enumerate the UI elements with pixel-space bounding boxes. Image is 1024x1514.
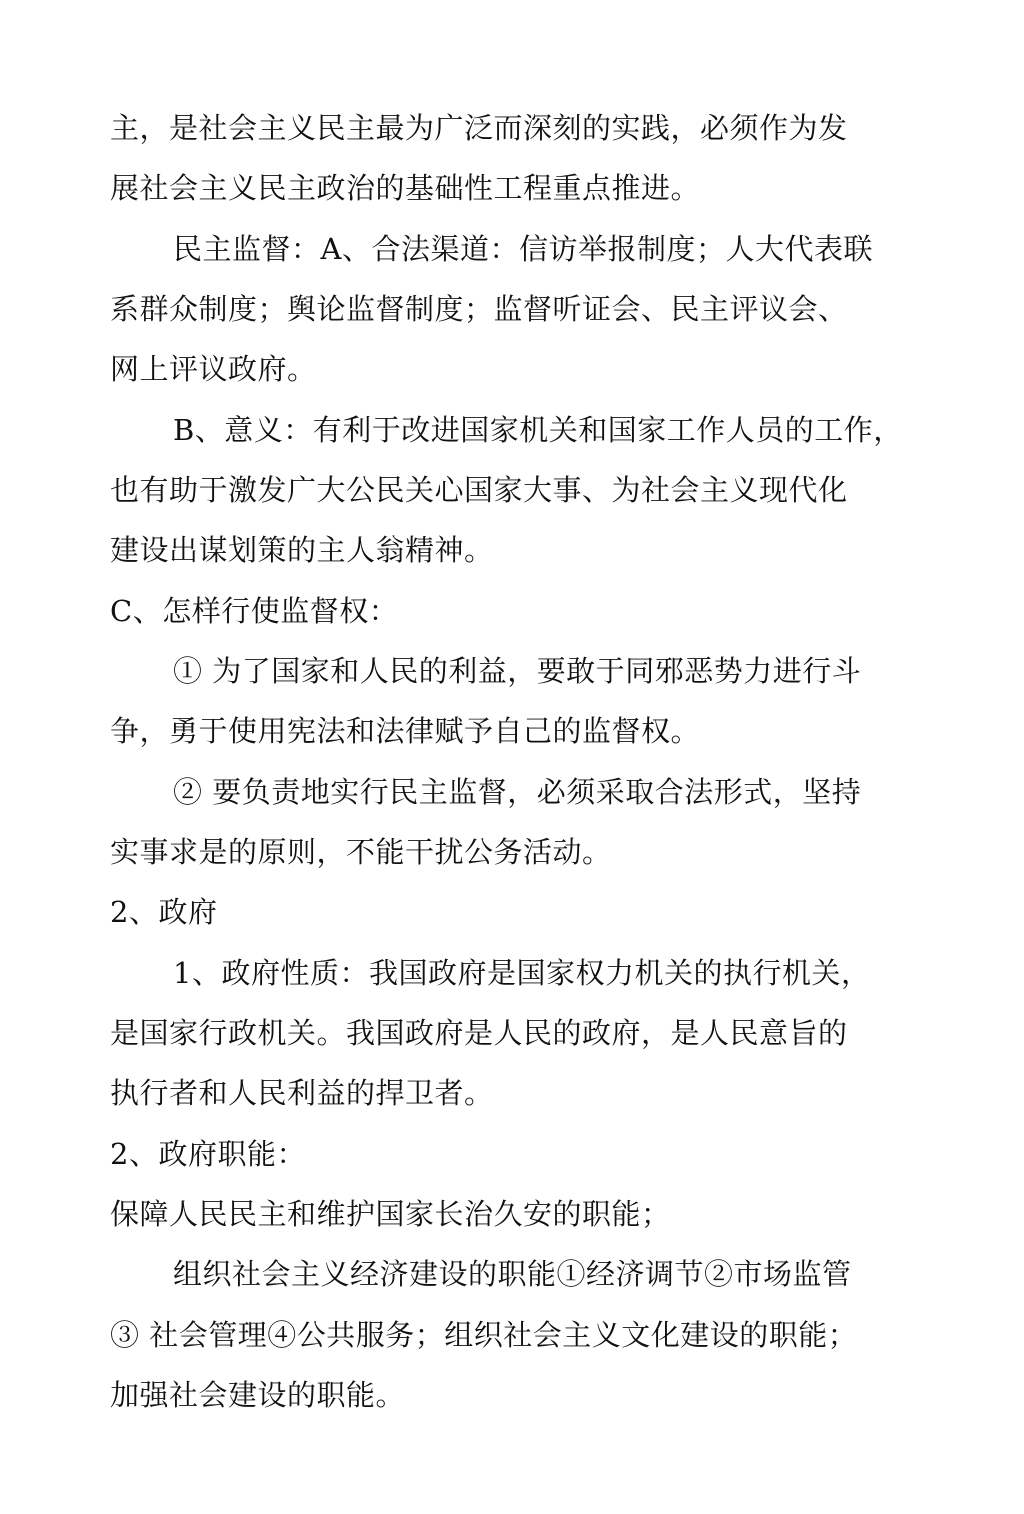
text-line: 2、政府职能： xyxy=(110,1137,306,1171)
text-line: 保障人民民主和维护国家长治久安的职能； xyxy=(110,1197,671,1231)
text-line: 2、政府 xyxy=(110,895,218,929)
text-line: 也有助于激发广大公民关心国家大事、为社会主义现代化 xyxy=(110,473,848,507)
text-line: 争，勇于使用宪法和法律赋予自己的监督权。 xyxy=(110,714,701,748)
text-line: 1、政府性质：我国政府是国家权力机关的执行机关， xyxy=(173,956,871,990)
text-line: 建设出谋划策的主人翁精神。 xyxy=(110,533,494,567)
text-line: 主，是社会主义民主最为广泛而深刻的实践，必须作为发 xyxy=(110,111,848,145)
text-line: 加强社会建设的职能。 xyxy=(110,1378,406,1412)
text-line: 民主监督：A、合法渠道：信访举报制度；人大代表联 xyxy=(173,232,873,266)
text-line: C、怎样行使监督权： xyxy=(110,594,399,628)
text-line: 是国家行政机关。我国政府是人民的政府，是人民意旨的 xyxy=(110,1016,848,1050)
text-line: 展社会主义民主政治的基础性工程重点推进。 xyxy=(110,171,701,205)
text-line: ③ 社会管理④公共服务；组织社会主义文化建设的职能； xyxy=(110,1318,858,1352)
text-line: B、意义：有利于改进国家机关和国家工作人员的工作， xyxy=(173,413,903,447)
text-line: ① 为了国家和人民的利益，要敢于同邪恶势力进行斗 xyxy=(173,654,862,688)
text-line: 组织社会主义经济建设的职能①经济调节②市场监管 xyxy=(173,1257,852,1291)
text-line: 实事求是的原则，不能干扰公务活动。 xyxy=(110,835,612,869)
text-line: ② 要负责地实行民主监督，必须采取合法形式，坚持 xyxy=(173,775,862,809)
text-line: 执行者和人民利益的捍卫者。 xyxy=(110,1076,494,1110)
text-line: 网上评议政府。 xyxy=(110,352,317,386)
text-line: 系群众制度；舆论监督制度；监督听证会、民主评议会、 xyxy=(110,292,848,326)
